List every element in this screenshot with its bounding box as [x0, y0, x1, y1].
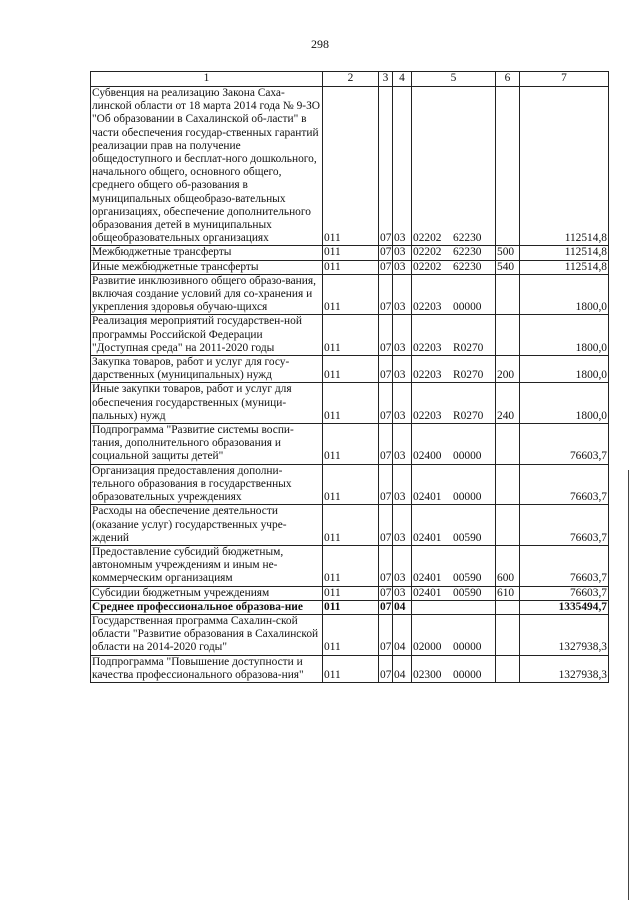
row-subsection-code: 04 [393, 655, 412, 682]
row-direction-code: 00000 [453, 668, 482, 681]
row-subsection-code: 03 [393, 464, 412, 505]
table-row [91, 383, 609, 424]
row-amount: 1800,0 [520, 274, 609, 315]
row-target-code [412, 600, 496, 614]
row-name-cell: Организация предоставления дополни-тельного образования в государственных образовательных учреждениях [91, 464, 323, 505]
row-expense-type-code [496, 424, 520, 465]
row-subsection-code: 03 [393, 545, 412, 586]
row-ministry-code: 011 [323, 600, 379, 614]
row-name-cell: Подпрограмма "Развитие системы воспи-тания, дополнительного образования и социальной защиты детей" [91, 424, 323, 465]
row-ministry-code: 011 [323, 246, 379, 260]
row-expense-type-code: 610 [496, 586, 520, 600]
row-amount: 1800,0 [520, 315, 609, 356]
row-expense-type-code: 200 [496, 356, 520, 383]
row-ministry-code: 011 [323, 424, 379, 465]
row-expense-type-code [496, 274, 520, 315]
table-body [91, 87, 609, 683]
row-section-code: 07 [380, 260, 392, 273]
row-direction-code: 00000 [453, 450, 482, 463]
page-number: 298 [311, 37, 329, 51]
row-section-code: 07 [380, 586, 392, 599]
table-row [91, 464, 609, 505]
row-direction-code: R0270 [453, 369, 484, 382]
row-name-cell: Субсидии бюджетным учреждениям [91, 586, 323, 600]
table-row [91, 260, 609, 274]
row-program-code: 02202 [413, 246, 442, 259]
row-direction-code: R0270 [453, 409, 484, 422]
row-name-cell: Межбюджетные трансферты [91, 246, 323, 260]
row-section-code: 07 [379, 383, 393, 424]
row-amount: 76603,7 [520, 505, 609, 546]
row-expense-type-code: 500 [496, 246, 520, 260]
row-amount: 112514,8 [520, 87, 609, 246]
row-program-code: 02400 [413, 450, 442, 463]
table-header-row [91, 72, 609, 87]
row-name-cell: Расходы на обеспечение деятельности (оказание услуг) государственных учре-ждений [91, 505, 323, 546]
col-header-2: 2 [323, 72, 379, 87]
row-ministry-code: 011 [323, 505, 379, 546]
table-row [91, 600, 609, 614]
row-subsection-code: 03 [393, 505, 412, 546]
row-direction-code: 00590 [453, 586, 482, 599]
row-expense-type-code: 540 [496, 260, 520, 274]
row-section-code: 07 [380, 246, 392, 259]
row-target-code [412, 464, 496, 505]
row-amount: 1335494,7 [520, 600, 609, 614]
row-amount: 1800,0 [520, 383, 609, 424]
row-subsection-code: 03 [393, 87, 412, 246]
row-name-cell: Иные межбюджетные трансферты [91, 260, 323, 274]
budget-table [90, 71, 609, 683]
row-expense-type-code [496, 614, 520, 655]
row-ministry-code: 011 [323, 464, 379, 505]
row-section-code: 07 [379, 655, 393, 682]
row-ministry-code: 011 [323, 614, 379, 655]
row-name-cell: Реализация мероприятий государствен-ной программы Российской Федерации "Доступная среда" на 2011-2020 годы [91, 315, 323, 356]
row-amount: 1800,0 [520, 356, 609, 383]
row-amount: 76603,7 [520, 545, 609, 586]
row-direction-code: 00590 [453, 572, 482, 585]
row-ministry-code: 011 [323, 655, 379, 682]
row-section-code: 07 [380, 600, 392, 613]
col-header-7: 7 [520, 72, 609, 87]
row-ministry-code: 011 [323, 383, 379, 424]
row-section-code: 07 [379, 274, 393, 315]
row-name-cell: Подпрограмма "Повышение доступности и качества профессионального образова-ния" [91, 655, 323, 682]
row-subsection-code: 04 [393, 600, 412, 614]
row-target-code [412, 87, 496, 246]
col-header-1: 1 [91, 72, 323, 87]
row-target-code [412, 505, 496, 546]
row-subsection-code: 03 [393, 424, 412, 465]
row-subsection-code: 03 [393, 246, 412, 260]
scan-edge-line [628, 470, 629, 900]
row-direction-code: 62230 [453, 232, 482, 245]
row-target-code [412, 614, 496, 655]
row-program-code: 02202 [413, 260, 442, 273]
row-program-code: 02401 [413, 491, 442, 504]
row-program-code: 02203 [413, 341, 442, 354]
row-subsection-code: 03 [393, 260, 412, 274]
table-row [91, 586, 609, 600]
row-ministry-code: 011 [323, 260, 379, 274]
row-name-cell: Предоставление субсидий бюджетным, автономным учреждениям и иным не-коммерческим организациям [91, 545, 323, 586]
table-row [91, 87, 609, 246]
row-name-cell: Среднее профессиональное образова-ние [91, 600, 323, 614]
row-expense-type-code [496, 655, 520, 682]
row-name-cell: Закупка товаров, работ и услуг для госу-дарственных (муниципальных) нужд [91, 356, 323, 383]
row-program-code: 02401 [413, 572, 442, 585]
row-direction-code: 00000 [453, 641, 482, 654]
row-section-code: 07 [379, 424, 393, 465]
row-section-code: 07 [379, 545, 393, 586]
row-target-code [412, 274, 496, 315]
table-row [91, 655, 609, 682]
row-amount: 112514,8 [520, 246, 609, 260]
row-ministry-code: 011 [323, 545, 379, 586]
row-name-cell: Государственная программа Сахалин-ской области "Развитие образования в Сахалинской области на 2014-2020 годы" [91, 614, 323, 655]
row-section-code: 07 [379, 356, 393, 383]
col-header-3: 3 [379, 72, 393, 87]
row-amount: 1327938,3 [520, 655, 609, 682]
table-row [91, 424, 609, 465]
row-direction-code: 62230 [453, 246, 482, 259]
table-row [91, 505, 609, 546]
row-ministry-code: 011 [323, 87, 379, 246]
row-target-code [412, 655, 496, 682]
row-target-code [412, 315, 496, 356]
row-section-code: 07 [379, 614, 393, 655]
table-row [91, 356, 609, 383]
row-target-code [412, 246, 496, 260]
col-header-5: 5 [412, 72, 496, 87]
row-program-code: 02203 [413, 301, 442, 314]
table-row [91, 315, 609, 356]
row-target-code [412, 356, 496, 383]
row-subsection-code: 03 [393, 383, 412, 424]
row-expense-type-code [496, 600, 520, 614]
row-amount: 1327938,3 [520, 614, 609, 655]
row-expense-type-code: 600 [496, 545, 520, 586]
row-name-cell: Иные закупки товаров, работ и услуг для обеспечения государственных (муници-пальных) нужд [91, 383, 323, 424]
col-header-4: 4 [393, 72, 412, 87]
col-header-6: 6 [496, 72, 520, 87]
row-direction-code: 00000 [453, 301, 482, 314]
row-section-code: 07 [379, 464, 393, 505]
row-subsection-code: 03 [393, 356, 412, 383]
table-row [91, 274, 609, 315]
row-expense-type-code [496, 315, 520, 356]
row-subsection-code: 03 [393, 586, 412, 600]
row-name-cell: Развитие инклюзивного общего образо-вания, включая создание условий для со-хранения и укрепления здоровья обучаю-щихся [91, 274, 323, 315]
row-program-code: 02000 [413, 641, 442, 654]
row-program-code: 02202 [413, 232, 442, 245]
row-direction-code: 62230 [453, 260, 482, 273]
table-row [91, 246, 609, 260]
row-target-code [412, 383, 496, 424]
row-amount: 76603,7 [520, 464, 609, 505]
row-amount: 76603,7 [520, 424, 609, 465]
row-expense-type-code: 240 [496, 383, 520, 424]
row-subsection-code: 03 [393, 315, 412, 356]
row-program-code: 02300 [413, 668, 442, 681]
row-target-code [412, 424, 496, 465]
row-ministry-code: 011 [323, 586, 379, 600]
row-section-code: 07 [379, 505, 393, 546]
row-target-code [412, 260, 496, 274]
table-row [91, 614, 609, 655]
row-subsection-code: 04 [393, 614, 412, 655]
row-ministry-code: 011 [323, 356, 379, 383]
row-program-code: 02401 [413, 586, 442, 599]
row-subsection-code: 03 [393, 274, 412, 315]
row-expense-type-code [496, 505, 520, 546]
table-row [91, 545, 609, 586]
row-target-code [412, 545, 496, 586]
row-amount: 112514,8 [520, 260, 609, 274]
row-expense-type-code [496, 87, 520, 246]
row-section-code: 07 [379, 87, 393, 246]
row-amount: 76603,7 [520, 586, 609, 600]
row-target-code [412, 586, 496, 600]
row-program-code: 02203 [413, 369, 442, 382]
row-direction-code: 00000 [453, 491, 482, 504]
row-direction-code: 00590 [453, 531, 482, 544]
row-program-code: 02401 [413, 531, 442, 544]
row-expense-type-code [496, 464, 520, 505]
row-direction-code: R0270 [453, 341, 484, 354]
row-ministry-code: 011 [323, 315, 379, 356]
row-ministry-code: 011 [323, 274, 379, 315]
row-name-cell: Субвенция на реализацию Закона Саха-линской области от 18 марта 2014 года № 9-ЗО "Об образовании в Сахалинской об-ласти" в части обеспечения государ-ственных гарантий реализации прав на получение общедоступного и бесплат-ного дошкольного, начального общего, основного общего, среднего общего об-разования в муниципальных общеобразо-вательных организациях, обеспечение дополнительного образования детей в муниципальных общеобразовательных организациях [91, 87, 323, 246]
row-program-code: 02203 [413, 409, 442, 422]
row-section-code: 07 [379, 315, 393, 356]
